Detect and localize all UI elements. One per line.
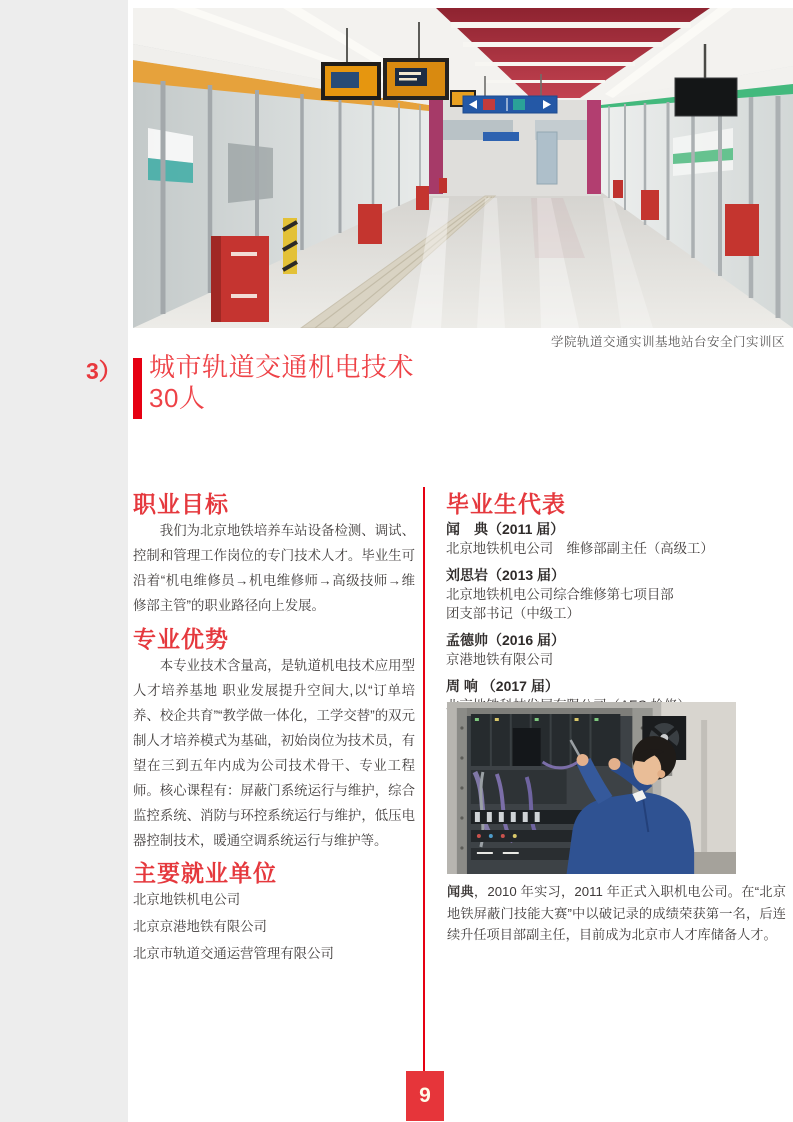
page-number: 9 [419,1084,431,1107]
graduate-desc: 京港地铁有限公司 [446,652,554,667]
employer-item: 北京市轨道交通运营管理有限公司 [133,946,334,961]
caption-body: ，2010 年实习，2011 年正式入职机电公司。在“北京地铁屏蔽门技能大赛”中以破记录的成绩荣获第一名，后连续升任项目部副主任，目前成为北京市人才库储备人才。 [447,884,786,942]
graduate-desc: 北京地铁机电公司 维修部副主任（高级工） [446,541,714,556]
career-goal-body: 我们为北京地铁培养车站设备检测、调试、控制和管理工作岗位的专门技术人才。毕业生可沿着“机电维修员→机电维修师→高级技师→维修部主管”的职业路径向上发展。 [133,523,415,613]
graduate-desc: 北京地铁机电公司综合维修第七项目部 [446,587,674,602]
graduate-name: 闻 典（2011 届） [446,521,565,537]
graduate-name: 孟德帅（2016 届） [446,632,566,648]
employer-item: 北京地铁机电公司 [133,892,241,907]
title-accent-bar [133,358,142,419]
graduate-entry [446,519,786,558]
graduate-name: 刘思岩（2013 届） [446,567,566,583]
advantages-heading: 专业优势 [133,626,229,653]
section-title [149,352,414,414]
left-margin-strip [0,0,128,1122]
section-index: 3） [86,358,122,384]
employers-list [133,886,415,967]
technician-photo [447,702,736,874]
employers-heading: 主要就业单位 [133,860,277,887]
page-number-tab [406,1071,444,1121]
section-title-line2: 30人 [149,383,206,413]
graduate-entry [446,630,786,669]
station-photo [133,8,793,328]
top-photo-caption: 学院轨道交通实训基地站台安全门实训区 [550,335,785,349]
graduate-entry [446,565,786,623]
section-title-line1: 城市轨道交通机电技术 [149,352,415,382]
career-goal-heading: 职业目标 [133,491,229,518]
graduates-heading: 毕业生代表 [446,491,566,518]
technician-photo-caption [447,881,786,946]
graduates-list [446,519,786,722]
caption-lead: 闻典 [447,884,474,899]
column-divider-line [423,487,425,1071]
employer-item: 北京京港地铁有限公司 [133,919,267,934]
advantages-para1: 本专业技术含量高，是轨道机电技术应用型人才培养基地 职业发展提升空间大,以“订单培养、校企共育”“教学做一体化，工学交替”的双元制人才培养模式为基础，初始岗位为技术员，有望在三到五年内成为公司技术骨干、专业工程师。 [133,658,415,798]
advantages-para2: 核心课程有：屏蔽门系统运行与维护，综合监控系统、消防与环控系统运行与维护，低压电器控制技术，暖通空调系统运行与维护等。 [133,783,415,848]
graduate-desc: 团支部书记（中级工） [446,606,580,621]
graduate-name: 周 响 （2017 届） [446,678,559,694]
